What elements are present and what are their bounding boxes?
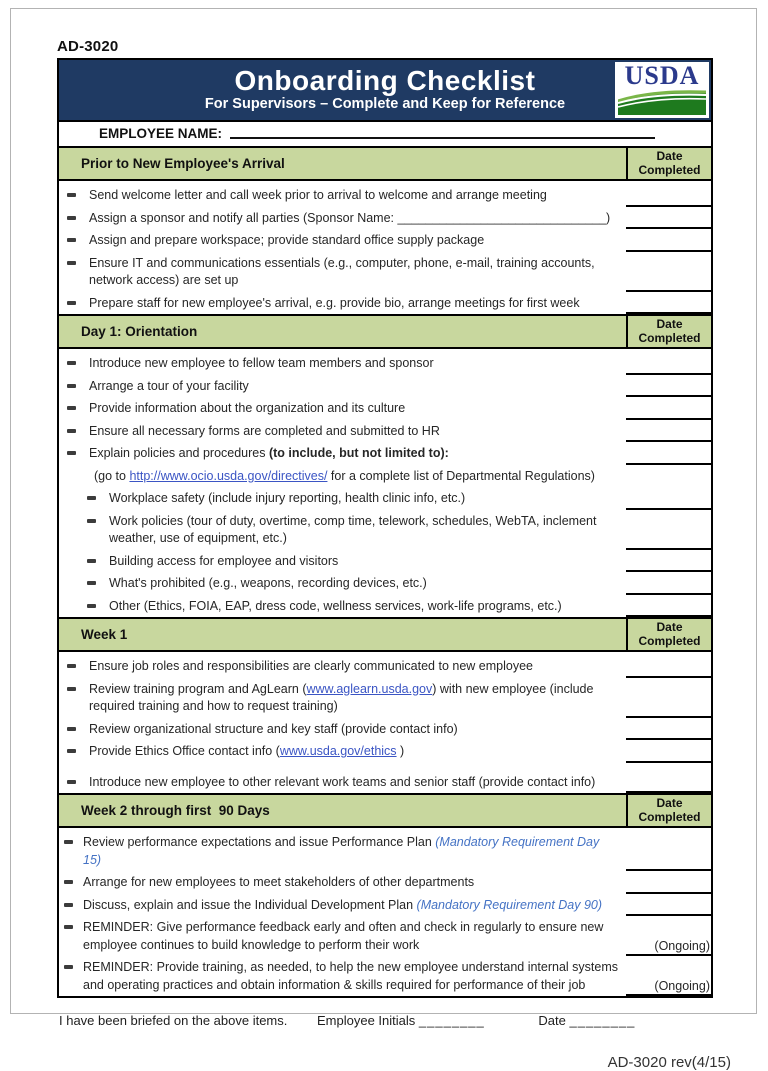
checkbox-icon[interactable] [64,840,73,844]
item-text [89,743,404,761]
checklist-item [59,718,711,741]
text-segment: Other (Ethics, FOIA, EAP, dress code, wellness services, work-life programs, etc.) [109,598,562,613]
checklist-item [59,595,711,618]
item-text [109,513,620,548]
checklist-item [59,352,711,375]
date-completed-field[interactable] [626,442,711,465]
checklist-item [59,487,711,510]
item-main [59,550,626,573]
date-completed-field[interactable] [626,678,711,718]
checklist-item [59,207,711,230]
inline-link[interactable]: www.usda.gov/ethics [279,744,397,758]
date-completed-field[interactable] [626,894,711,917]
section-header [59,146,711,181]
item-main [59,207,626,230]
checklist-item [59,420,711,443]
item-text [89,187,547,205]
ongoing-label: (Ongoing) [654,939,710,953]
text-segment: REMINDER: Give performance feedback early and often and check in regularly to ensure new employee continues to build knowledge to perform their work [83,920,604,952]
checkbox-icon[interactable] [87,581,96,585]
checkbox-icon[interactable] [64,925,73,929]
date-header-line2: Completed [638,330,701,345]
date-completed-field[interactable] [626,956,711,996]
item-text [89,232,484,250]
title-banner [59,60,711,122]
employee-name-field[interactable] [230,127,655,139]
text-segment: Provide information about the organization and its culture [89,401,406,415]
text-segment: Review organizational structure and key staff (provide contact info) [89,721,458,736]
checkbox-icon[interactable] [67,727,76,731]
checklist-item [59,465,711,488]
date-completed-field[interactable] [626,572,711,595]
form-revision: AD-3020 rev(4/15) [607,1054,731,1071]
date-completed-header [626,795,711,826]
ongoing-label: (Ongoing) [654,979,710,993]
checklist-item [59,550,711,573]
date-header-line1: Date [656,149,683,163]
item-main [59,956,626,996]
item-text [89,295,580,313]
date-completed-field[interactable] [626,550,711,573]
item-text [89,721,458,739]
checkbox-icon[interactable] [67,406,76,410]
checkbox-icon[interactable] [67,687,76,691]
item-main [59,252,626,292]
text-segment: (go to [94,468,130,483]
item-text [83,959,620,994]
date-completed-field[interactable] [626,292,711,315]
form-number: AD-3020 [57,38,119,55]
item-text [83,919,620,954]
item-text [109,490,465,508]
acknowledgement-line [59,1013,713,1028]
item-text [89,445,449,463]
date-header-line1: Date [656,620,683,634]
checklist-item [59,375,711,398]
date-completed-field[interactable] [626,655,711,678]
text-segment: Review training program and AgLearn ( [89,681,307,696]
text-segment: Ensure job roles and responsibilities are clearly communicated to new employee [89,659,533,673]
checklist-item [59,442,711,465]
date-completed-field[interactable] [626,487,711,510]
checkbox-icon[interactable] [67,384,76,388]
text-segment: Assign a sponsor and notify all parties (Sponsor Name: ______________________________) [89,210,611,225]
date-completed-field [626,465,711,488]
item-main [59,916,626,956]
date-completed-field[interactable] [626,916,711,956]
date-completed-header [626,148,711,179]
text-segment: Arrange for new employees to meet stakeholders of other departments [83,875,475,889]
page-subtitle: For Supervisors – Complete and Keep for Reference [204,96,566,112]
item-text [83,897,602,915]
item-text [109,575,427,593]
date-completed-field[interactable] [626,771,711,794]
section [59,793,711,996]
section [59,146,711,314]
checklist-item [59,763,711,794]
item-main [59,510,626,550]
text-segment: Introduce new employee to fellow team members and sponsor [89,356,434,370]
item-text [109,553,338,571]
text-segment: (Mandatory Requirement Day 90) [416,897,603,912]
text-segment: Review performance expectations and issue Performance Plan [83,835,436,849]
date-header-line1: Date [656,317,683,331]
item-text [89,355,434,373]
text-segment: ) [396,744,405,758]
text-segment: Prepare staff for new employee's arrival, e.g. provide bio, arrange meetings for first week [89,295,580,310]
document [57,38,731,1071]
checklist-item [59,397,711,420]
checklist-item [59,510,711,550]
text-segment: Ensure IT and communications essentials (e.g., computer, phone, e-mail, training accounts, network access) are set up [89,255,595,287]
checkbox-icon[interactable] [87,496,96,500]
checkbox-icon[interactable] [67,664,76,668]
date-completed-field[interactable] [626,595,711,618]
checkbox-icon[interactable] [67,451,76,455]
text-segment: Introduce new employee to other relevant work teams and senior staff (provide contact info) [89,774,596,789]
text-segment: ) with new employee (include required training and how to request training) [89,681,594,713]
sections-container [59,146,711,996]
text-segment: Workplace safety (include injury reporting, health clinic info, etc.) [109,491,466,505]
item-main [59,352,626,375]
date-completed-field[interactable] [626,718,711,741]
date-completed-header [626,316,711,347]
item-text [94,468,595,486]
usda-logo-swoosh [618,88,706,115]
checkbox-icon[interactable] [67,749,76,753]
date-completed-field[interactable] [626,510,711,550]
item-main [59,397,626,420]
item-text [83,834,620,869]
item-main [59,442,626,465]
checklist-item [59,252,711,292]
checkbox-icon[interactable] [67,361,76,365]
text-segment: Work policies (tour of duty, overtime, comp time, telework, schedules, WebTA, inclement weather, use of equipment, etc.) [109,513,597,545]
item-text [89,681,620,716]
briefed-statement: I have been briefed on the above items. [59,1013,288,1028]
item-main [59,894,626,917]
date-completed-field[interactable] [626,184,711,207]
checklist-item [59,572,711,595]
checklist-item [59,292,711,315]
employee-name-label: EMPLOYEE NAME: [99,126,223,141]
date-completed-field[interactable] [626,352,711,375]
section-title: Week 1 [81,627,128,642]
checkbox-icon[interactable] [64,880,73,884]
item-text [109,598,562,616]
date-completed-field[interactable] [626,207,711,230]
item-main [59,184,626,207]
checkbox-icon[interactable] [67,216,76,220]
text-segment: Explain policies and procedures [89,446,269,460]
date-completed-field[interactable] [626,252,711,292]
item-text [89,423,440,441]
checklist-item [59,740,711,763]
item-text [89,774,595,792]
section [59,617,711,793]
text-segment: What's prohibited (e.g., weapons, recording devices, etc.) [109,576,427,590]
checkbox-icon[interactable] [67,261,76,265]
usda-logo [615,62,709,118]
item-main [59,771,626,794]
text-segment: for a complete list of Departmental Regulations) [327,468,595,483]
checklist-item [59,184,711,207]
employee-initials-field[interactable]: ________ [418,1013,485,1028]
item-main [59,420,626,443]
checklist-item [59,916,711,956]
item-main [59,292,626,315]
date-header-line2: Completed [638,633,701,648]
date-field[interactable]: ________ [569,1013,636,1028]
date-completed-field[interactable] [626,397,711,420]
date-completed-field[interactable] [626,420,711,443]
checklist-item [59,229,711,252]
date-completed-field[interactable] [626,871,711,894]
item-text [89,210,610,228]
text-segment: Discuss, explain and issue the Individual Development Plan [83,897,417,912]
date-header-line2: Completed [638,809,701,824]
checklist-item [59,831,711,871]
section-title: Day 1: Orientation [81,324,198,339]
section-title: Week 2 through first 90 Days [81,803,270,818]
text-segment: Arrange a tour of your facility [89,378,249,393]
text-segment: Send welcome letter and call week prior to arrival to welcome and arrange meeting [89,188,547,202]
section-header [59,793,711,828]
inline-link[interactable]: www.aglearn.usda.gov [306,681,433,696]
section-header [59,617,711,652]
checkbox-icon[interactable] [67,238,76,242]
text-segment: Assign and prepare workspace; provide standard office supply package [89,233,485,247]
text-segment: (to include, but not limited to): [268,446,449,460]
employee-name-row [59,122,711,146]
item-main [59,678,626,718]
employee-initials-label: Employee Initials [317,1013,416,1028]
item-text [89,378,249,396]
date-completed-field[interactable] [626,229,711,252]
checkbox-icon[interactable] [67,193,76,197]
checkbox-icon[interactable] [67,780,76,784]
checkbox-icon[interactable] [67,301,76,305]
item-text [89,255,620,290]
checkbox-icon[interactable] [87,519,96,523]
inline-link[interactable]: http://www.ocio.usda.gov/directives/ [129,468,328,483]
checklist-item [59,678,711,718]
item-main [59,595,626,618]
item-main [59,375,626,398]
date-completed-field[interactable] [626,831,711,871]
date-header-line1: Date [656,796,683,810]
checkbox-icon[interactable] [67,429,76,433]
checkbox-icon[interactable] [64,903,73,907]
item-main [59,718,626,741]
text-segment: Ensure all necessary forms are completed and submitted to HR [89,423,440,438]
text-segment: Building access for employee and visitors [109,553,339,568]
checklist-item [59,894,711,917]
checklist-item [59,871,711,894]
item-main [59,465,626,488]
text-segment: (Mandatory Requirement Day 15) [83,835,600,867]
checklist-table [57,58,713,998]
page-title: Onboarding Checklist [234,65,536,96]
section [59,314,711,617]
date-completed-field[interactable] [626,740,711,763]
text-segment: Provide Ethics Office contact info ( [89,744,280,758]
item-main [59,871,626,894]
usda-logo-text: USDA [624,61,700,90]
item-text [89,658,533,676]
date-completed-field[interactable] [626,375,711,398]
checklist-item [59,655,711,678]
item-main [59,229,626,252]
checkbox-icon[interactable] [64,965,73,969]
date-completed-header [626,619,711,650]
item-text [83,874,474,892]
checkbox-icon[interactable] [87,604,96,608]
section-title: Prior to New Employee's Arrival [81,156,285,171]
item-text [89,400,405,418]
checkbox-icon[interactable] [87,559,96,563]
item-main [59,831,626,871]
section-header [59,314,711,349]
item-main [59,655,626,678]
date-header-line2: Completed [638,162,701,177]
checklist-item [59,956,711,996]
item-main [59,740,626,763]
item-main [59,487,626,510]
item-main [59,572,626,595]
date-label: Date [538,1013,566,1028]
text-segment: REMINDER: Provide training, as needed, to help the new employee understand internal systems and operating practices and obtain information & skills required for performance of their job [83,960,619,992]
